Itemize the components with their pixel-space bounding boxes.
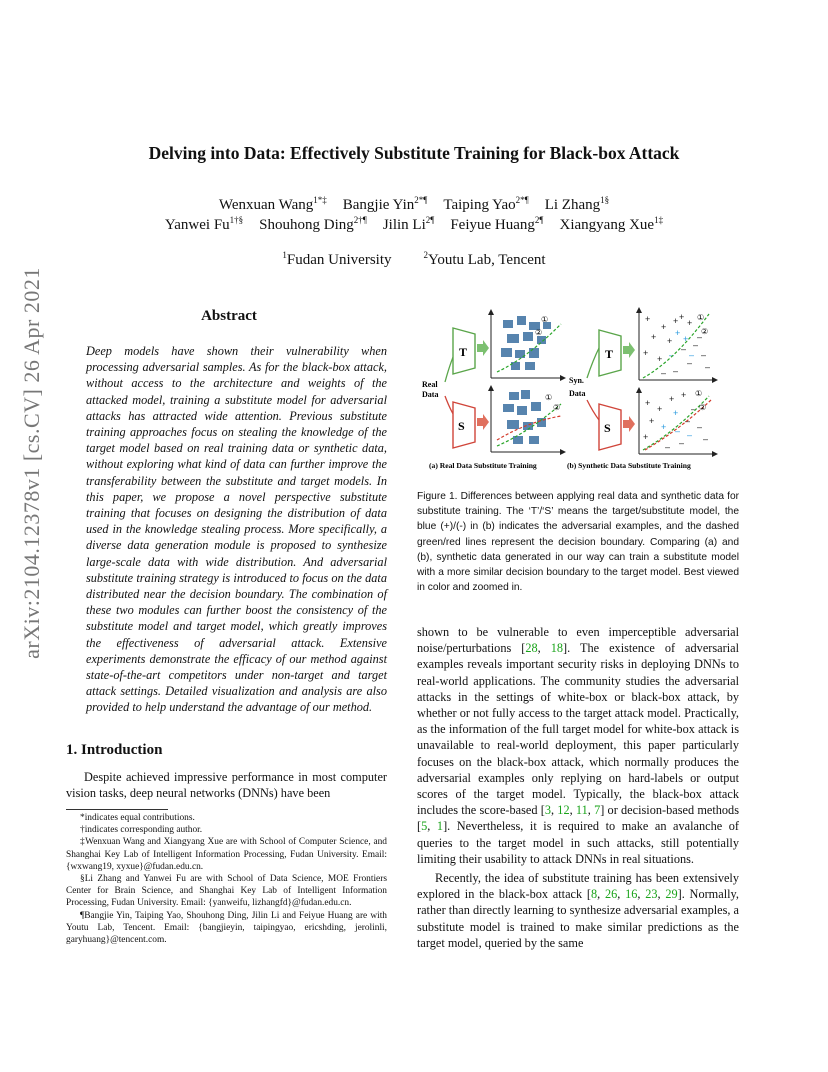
author-name: Yanwei $Fu^{1\dagger\S}$ — [164, 215, 244, 233]
svg-text:+: + — [673, 316, 679, 326]
syn-to-substitute-arrow — [587, 400, 599, 420]
svg-text:–: – — [661, 368, 667, 378]
author-list — [0, 195, 828, 235]
author-affiliation-mark: 1§ — [600, 195, 610, 205]
footnote-2: †indicates corresponding author. — [80, 825, 203, 836]
marker-2-bottom-a: ② — [553, 403, 561, 412]
author-name: Wenxuan Wang$^{1*\ddagger}$ — [218, 195, 327, 213]
intro-paragraph-2 — [417, 870, 739, 951]
svg-text:–: – — [693, 340, 699, 350]
substitute-arrow-a — [477, 414, 489, 430]
citation-separator: , — [637, 887, 646, 902]
svg-text:+: + — [661, 422, 667, 432]
footnote-rule — [66, 809, 168, 810]
introduction-heading: 1. Introduction — [66, 742, 163, 758]
citation-separator: , — [550, 803, 558, 818]
abstract-heading: Abstract — [201, 308, 257, 324]
svg-text:–: – — [685, 416, 691, 426]
svg-text:+: + — [643, 432, 649, 442]
citation-link[interactable]: 7 — [594, 803, 601, 818]
syn-data-label-line2: Data — [569, 389, 586, 398]
subcaption-b: (b) Synthetic Data Substitute Training — [567, 461, 691, 470]
marker-2-top-b: ② — [701, 327, 709, 336]
svg-text:+: + — [649, 416, 655, 426]
svg-text:+: + — [651, 332, 657, 342]
author-affiliation-mark: 1*‡ — [313, 195, 327, 205]
introduction-right-column — [417, 624, 739, 951]
intro-text: shown to be vulnerable to even imperceptible adversarial noise/perturbations [ — [417, 625, 739, 656]
author-row-2 — [0, 215, 828, 235]
svg-text:–: – — [679, 438, 685, 448]
citation-link[interactable]: 11 — [575, 803, 588, 818]
real-data-label-line2: Data — [422, 390, 439, 399]
substitute-arrow-b — [623, 416, 635, 432]
intro-paragraph-1 — [417, 624, 739, 867]
author-affiliation-mark: 2¶ — [534, 215, 544, 225]
author-affiliation-mark: 2*¶ — [414, 195, 428, 205]
citation-separator: , — [657, 887, 666, 902]
figure-1-diagram — [417, 300, 742, 475]
substitute-model-label-a: S — [458, 419, 465, 433]
target-arrow-a — [477, 340, 489, 356]
target-arrow-b — [623, 342, 635, 358]
marker-2-bottom-b: ② — [699, 403, 707, 412]
citation-link[interactable]: 29 — [665, 887, 678, 902]
target-model-label-a: T — [459, 345, 468, 359]
svg-text:–: – — [697, 332, 703, 342]
author-affiliation-mark: 2*¶ — [515, 195, 529, 205]
author-name: Bangjie Yin$^{2*\P}$ — [342, 195, 428, 213]
svg-text:+: + — [673, 408, 679, 418]
svg-text:+: + — [679, 312, 685, 322]
svg-text:–: – — [705, 362, 711, 372]
svg-text:–: – — [691, 404, 697, 414]
subcaption-a: (a) Real Data Substitute Training — [429, 461, 537, 470]
footnote-1: *indicates equal contributions. — [80, 813, 195, 823]
citation-link[interactable]: 1 — [436, 819, 444, 834]
svg-text:–: – — [681, 344, 687, 354]
syn-data-label-line1: Syn. — [569, 376, 584, 385]
marker-1-top-b: ① — [697, 313, 705, 322]
marker-1-bottom-a: ① — [545, 393, 553, 402]
svg-text:–: – — [665, 442, 671, 452]
citation-separator: , — [537, 641, 551, 656]
citation-link[interactable]: 8 — [590, 887, 598, 902]
marker-2-top-a: ② — [535, 328, 543, 337]
author-affiliation-mark: 1†§ — [229, 215, 244, 225]
citation-separator: , — [569, 803, 576, 818]
svg-text:+: + — [675, 328, 681, 338]
citation-link[interactable]: 5 — [421, 819, 428, 834]
citation-separator: , — [597, 887, 605, 902]
svg-text:–: – — [675, 426, 681, 436]
panel-a-real-data — [422, 310, 565, 452]
author-name: Feiyue Huang$^{2\P}$ — [450, 215, 544, 233]
svg-text:–: – — [687, 358, 693, 368]
affiliation-mark: 1 — [282, 250, 287, 260]
real-image-thumbnails-bottom — [503, 390, 546, 444]
author-name: Li Zhang$^{1\S}$ — [544, 195, 610, 213]
footnotes — [66, 812, 387, 946]
svg-text:+: + — [687, 318, 693, 328]
target-model-label-b: T — [605, 347, 614, 361]
svg-text:+: + — [645, 314, 651, 324]
svg-text:+: + — [643, 348, 649, 358]
intro-text: ]. Nevertheless, it is required to make an avalanche of queries to the target model in such attacks, still potentially limiting their usability to attack DNNs in real situations. — [417, 819, 739, 866]
citation-link[interactable]: 23 — [645, 887, 658, 902]
citation-link[interactable]: 28 — [525, 641, 538, 656]
arxiv-identifier: arXiv:2104.12378v1 [cs.CV] 26 Apr 2021 — [19, 267, 44, 659]
svg-text:+: + — [683, 334, 689, 344]
paper-title: Delving into Data: Effectively Substitute Training for Black-box Attack — [148, 143, 680, 163]
author-affiliation-mark: 2†¶ — [353, 215, 367, 225]
citation-separator: , — [427, 819, 437, 834]
author-name: Xiangyang Xue$^{1\ddagger}$ — [559, 215, 664, 233]
intro-text: Recently, the idea of substitute training has been extensively explored in the black-box attack [ — [417, 871, 739, 902]
svg-text:–: – — [697, 422, 703, 432]
affiliation: $^1$Fudan University — [282, 250, 392, 268]
affiliations — [0, 252, 828, 269]
footnote-4: §Li Zhang and Yanwei Fu are with School of Data Science, MOE Frontiers Center for Brain Science, and Shanghai Key Lab of Intelligent Information Processing, Fudan University. Email: {yanweifu, lizhangfd}@fudan.edu.cn. — [66, 874, 387, 909]
svg-text:+: + — [669, 394, 675, 404]
footnote-3: ‡Wenxuan Wang and Xiangyang Xue are with School of Computer Science, and Shanghai Key Lab of Intelligent Information Processing, Fudan University. Email: {wxwang19, xyxue}@fudan.edu.cn. — [66, 837, 387, 872]
citation-separator: , — [587, 803, 595, 818]
svg-text:–: – — [689, 350, 695, 360]
affiliation-mark: 2 — [423, 250, 428, 260]
citation-separator: , — [617, 887, 626, 902]
footnote-5: ¶Bangjie Yin, Taiping Yao, Shouhong Ding, Jilin Li and Feiyue Huang are with Youtu Lab, Tencent. Email: {bangjieyin, taipingyao, ericshding, jerolinli, garyhuang}@tencent.com. — [66, 910, 387, 946]
panel-b-synthetic-data — [569, 308, 717, 454]
svg-text:+: + — [667, 336, 673, 346]
svg-text:–: – — [687, 430, 693, 440]
author-row-1 — [0, 195, 828, 215]
svg-text:+: + — [681, 390, 687, 400]
intro-text: ]. Normally, rather than directly learning to synthesize adversarial examples, a substitute model is trained to make similar predictions as the target model, queried by the same — [417, 887, 739, 950]
figure-1-caption: Figure 1. Differences between applying real data and synthetic data for substitute training. The ‘T’/‘S’ means the target/substitute model, the blue (+)/(-) in (b) indicates the adversarial examples, and the dashed green/red lines represent the decision boundary. Comparing (a) and (b), synthetic data generated in our way can train a substitute model with a more similar decision boundary to the target model. Best viewed in color and zoomed in. — [417, 491, 739, 594]
syn-to-target-arrow — [587, 348, 599, 378]
author-name: Taiping Yao$^{2*\P}$ — [443, 195, 529, 213]
substitute-model-label-b: S — [604, 421, 611, 435]
intro-text: ] or decision-based methods [ — [417, 803, 739, 834]
svg-text:+: + — [645, 398, 651, 408]
svg-text:+: + — [661, 322, 667, 332]
svg-text:–: – — [669, 350, 675, 360]
introduction-text: Despite achieved impressive performance in most computer vision tasks, deep neural networks (DNNs) have been — [66, 770, 387, 801]
svg-text:+: + — [657, 404, 663, 414]
affiliation: $^2$Youtu Lab, Tencent — [423, 250, 546, 268]
author-affiliation-mark: 1‡ — [654, 215, 664, 225]
author-name: Jilin $Li^{2\P}$ — [382, 215, 435, 233]
real-image-thumbnails-top — [501, 316, 551, 370]
svg-text:–: – — [701, 350, 707, 360]
citation-link[interactable]: 18 — [550, 641, 564, 656]
svg-text:+: + — [657, 354, 663, 364]
citation-link[interactable]: 16 — [625, 887, 638, 902]
svg-text:–: – — [703, 434, 709, 444]
intro-text: ]. The existence of adversarial examples reveals important security risks in deploying DNNs to real-world applications. The community studies the adversarial attacks in the settings of white-box or black-box attack, by whether or not fully access to the target attack model. Practically, as the information of the full target model for white-box attack is unavailable to real-world deployment, this paper particularly focuses on the black-box attack, which normally produces the adversarial examples only replying on hard-labels or output scores of the target model. Typically, the black-box attack includes the score-based [ — [417, 641, 739, 818]
svg-text:–: – — [673, 366, 679, 376]
marker-1-top-a: ① — [541, 315, 549, 324]
real-data-label-line1: Real — [422, 380, 438, 389]
author-name: Shouhong Ding$^{2\dagger\P}$ — [259, 215, 367, 233]
citation-link[interactable]: 3 — [544, 803, 551, 818]
author-affiliation-mark: 2¶ — [425, 215, 435, 225]
marker-1-bottom-b: ① — [695, 389, 703, 398]
abstract-text: Deep models have shown their vulnerability when processing adversarial samples. As for the black-box attack, without access to the architecture and weights of the attacked model, training a substitute model for adversarial attacks has attracted wide attention. Previous substitute training approaches focus on stealing the knowledge of the target model based on real training data or synthetic data, without exploring what kind of data can further improve the transferability between the substitute and target models. In this paper, we propose a novel perspective substitute training that focuses on designing the distribution of data used in the knowledge stealing process. More specifically, a diverse data generation module is proposed to synthesize large-scale data with wide distribution. And adversarial substitute training strategy is introduced to focus on the data distributed near the decision boundary. The combination of these two modules can further boost the consistency of the substitute model and target model, which greatly improves the effectiveness of adversarial attack. Extensive experiments demonstrate the efficacy of our method against state-of-the-art competitors under non-target and target attack settings. Detailed visualization and analysis are also provided to help understand the advantage of our method. — [86, 344, 387, 715]
citation-link[interactable]: 12 — [557, 803, 570, 818]
synthetic-points-bottom — [643, 390, 708, 452]
citation-link[interactable]: 26 — [604, 887, 618, 902]
